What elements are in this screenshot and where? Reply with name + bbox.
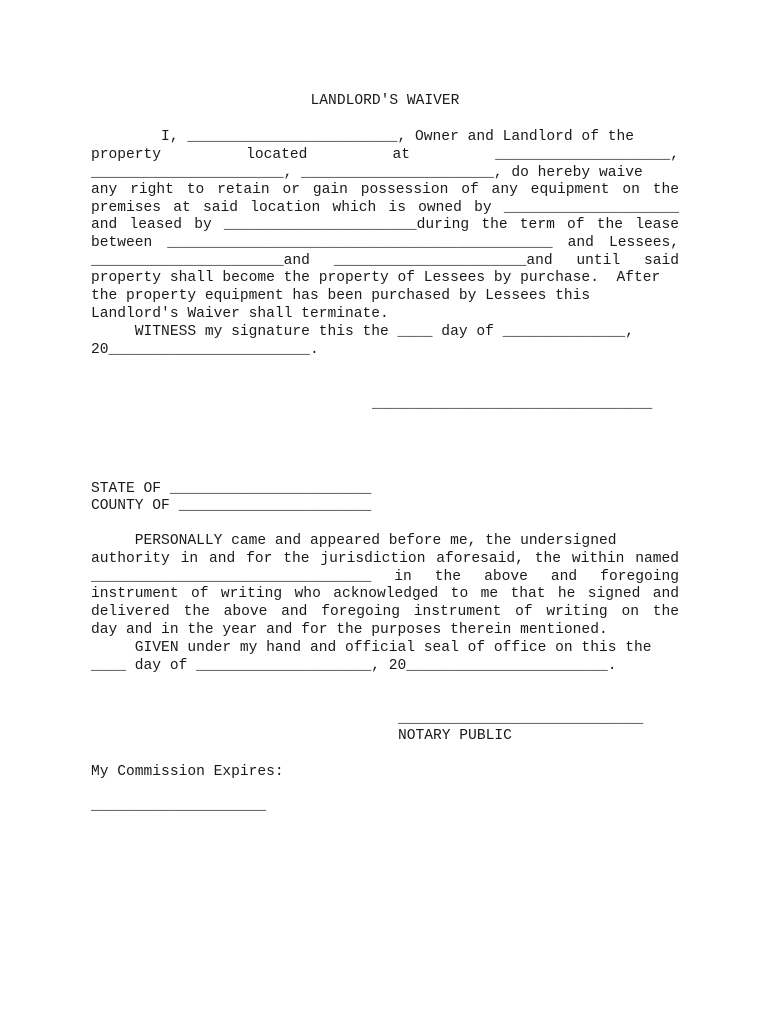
acknowledgment-line: ________________________________ in the above and foregoing (91, 569, 679, 585)
waiver-line: ______________________, ______________________, do hereby waive (91, 165, 643, 181)
acknowledgment-line: instrument of writing who acknowledged to me that he signed and (91, 586, 679, 602)
waiver-line: property located at ____________________, (91, 147, 679, 163)
year-line: 20_______________________. (91, 342, 319, 358)
acknowledgment-line: PERSONALLY came and appeared before me, the undersigned (91, 533, 617, 549)
commission-expires-line: ____________________ (91, 798, 267, 814)
witness-line: WITNESS my signature this the ____ day of ______________, (91, 324, 634, 340)
given-date-line: ____ day of ____________________, 20_______________________. (91, 658, 617, 674)
county-line: COUNTY OF ______________________ (91, 498, 372, 514)
notary-public-label: NOTARY PUBLIC (398, 728, 512, 744)
acknowledgment-line: authority in and for the jurisdiction aforesaid, the within named (91, 551, 679, 567)
acknowledgment-line: delivered the above and foregoing instrument of writing on the (91, 604, 679, 620)
waiver-line: any right to retain or gain possession of any equipment on the (91, 182, 679, 198)
waiver-line: ______________________and ______________________and until said (91, 253, 679, 269)
waiver-line: the property equipment has been purchased by Lessees this (91, 288, 591, 304)
commission-expires-label: My Commission Expires: (91, 764, 284, 780)
waiver-line: Landlord's Waiver shall terminate. (91, 306, 389, 322)
waiver-line: I, ________________________, Owner and Landlord of the (91, 129, 634, 145)
waiver-line: and leased by ______________________during the term of the lease (91, 217, 679, 233)
acknowledgment-line: day and in the year and for the purposes therein mentioned. (91, 622, 608, 638)
waiver-line: premises at said location which is owned by ____________________ (91, 200, 679, 216)
given-line: GIVEN under my hand and official seal of office on this the (91, 640, 652, 656)
waiver-line: between ____________________________________________ and Lessees, (91, 235, 679, 251)
state-line: STATE OF _______________________ (91, 481, 372, 497)
landlord-signature-line: ________________________________ (372, 396, 653, 412)
waiver-line: property shall become the property of Lessees by purchase. After (91, 270, 661, 286)
notary-signature-line: ____________________________ (398, 711, 644, 727)
document-title: LANDLORD'S WAIVER (310, 93, 460, 109)
